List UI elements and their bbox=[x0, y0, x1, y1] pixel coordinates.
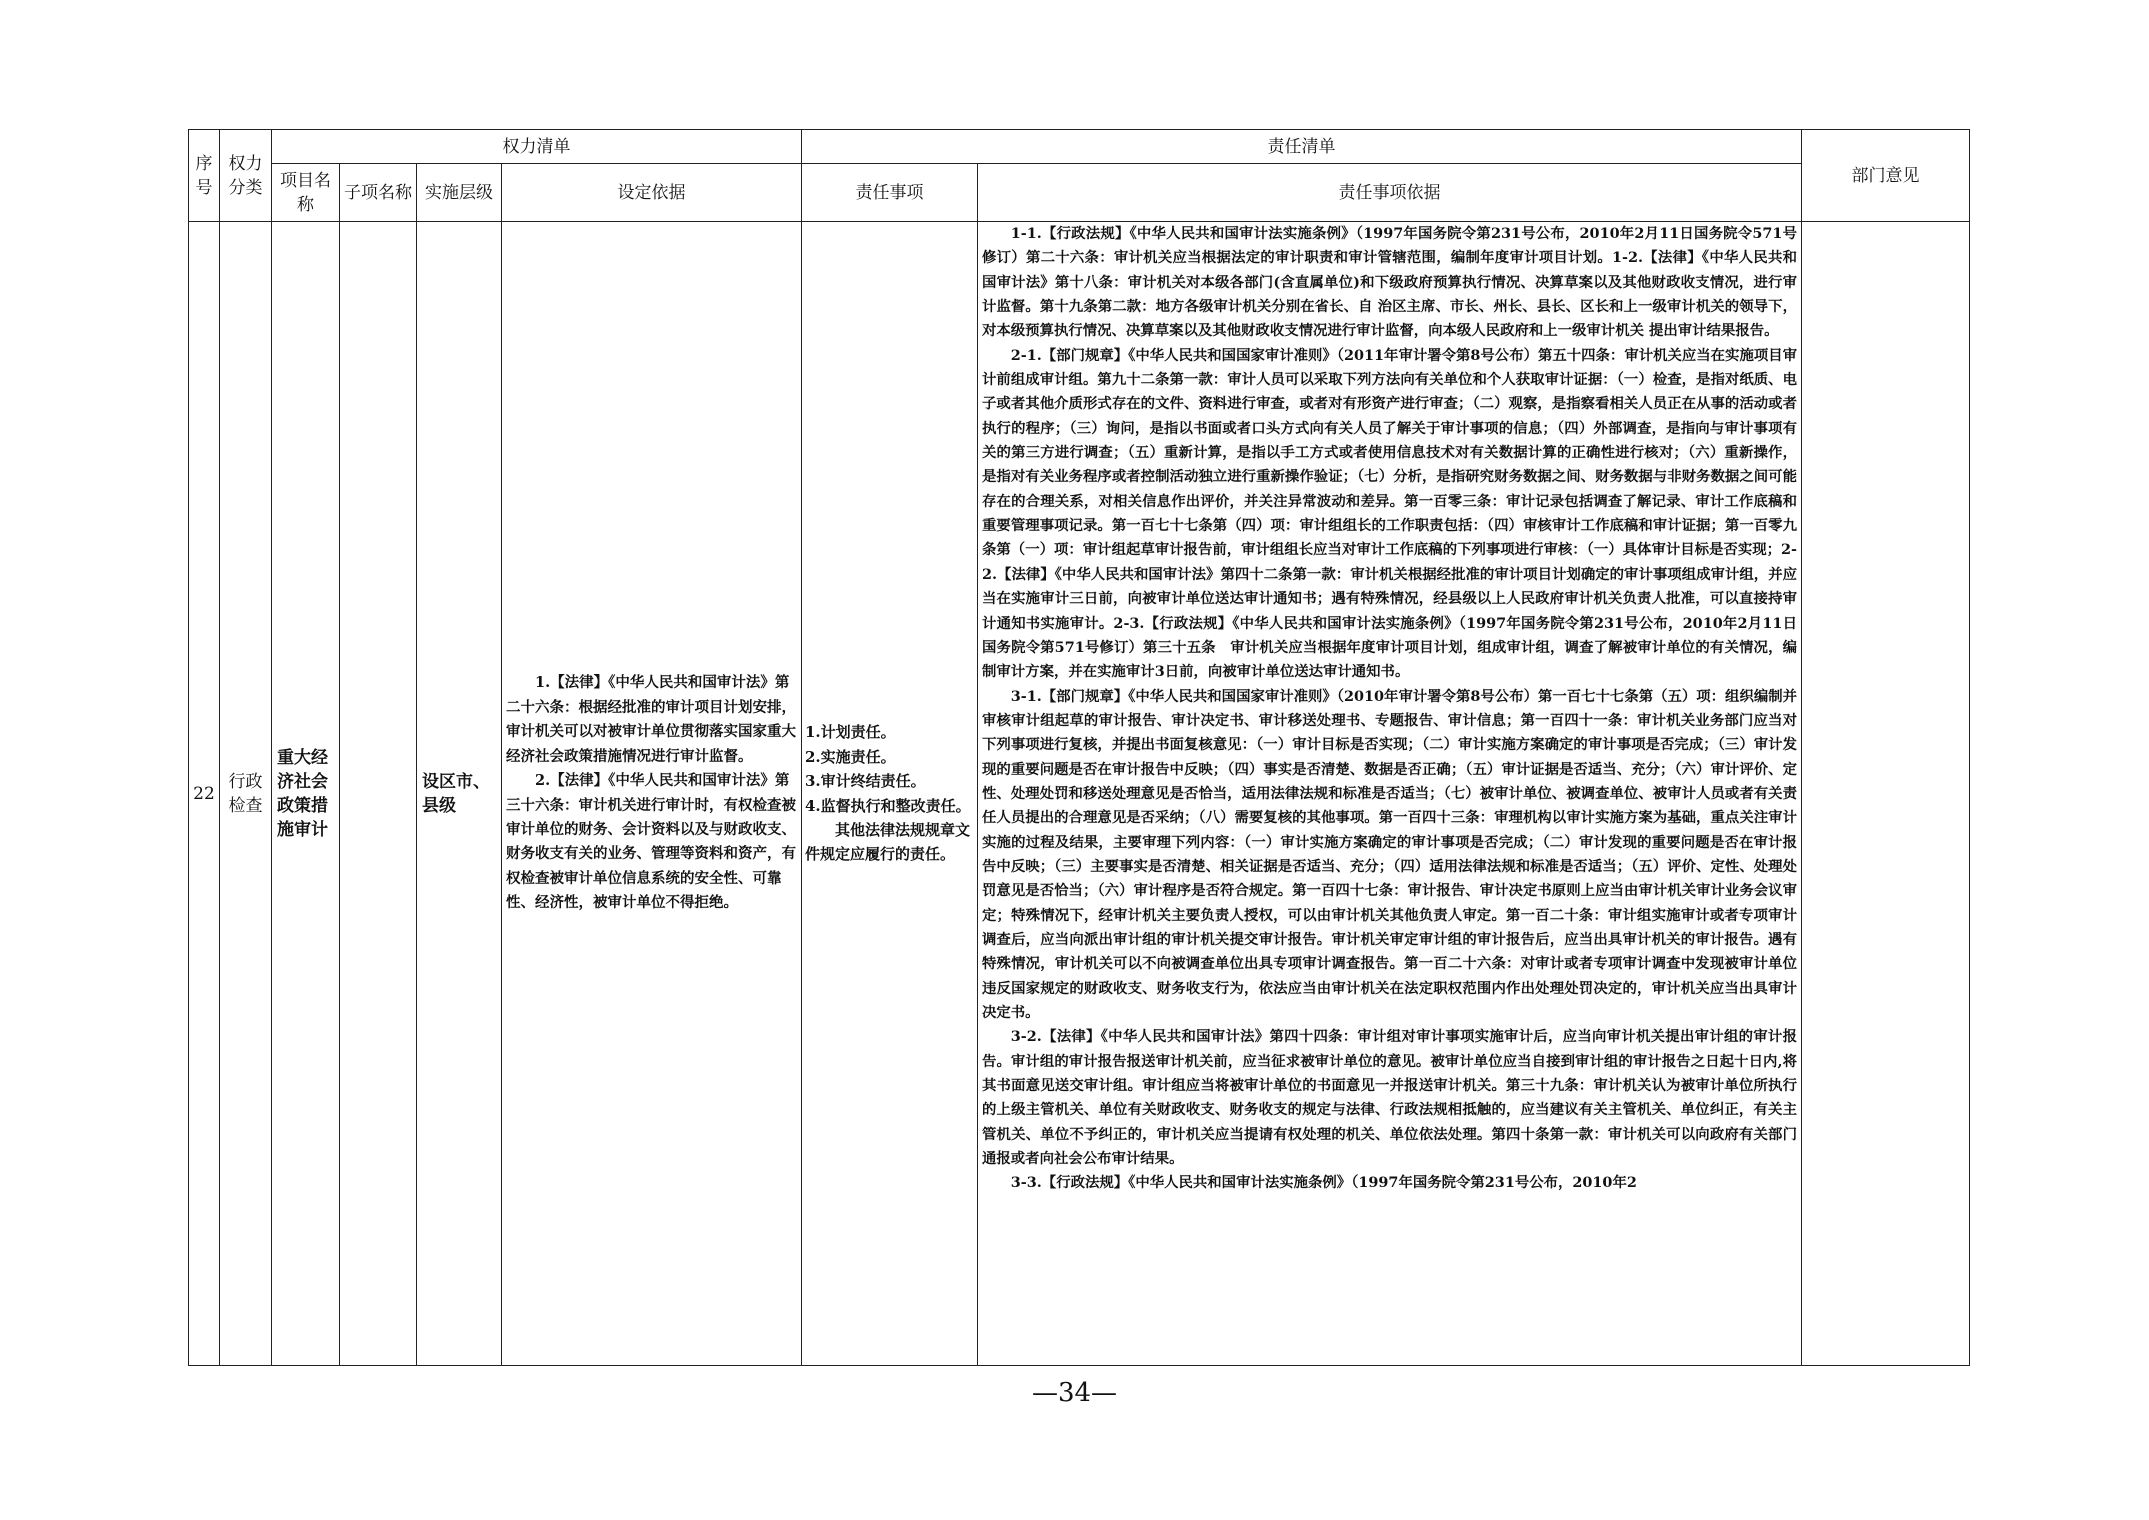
header-seq: 序号 bbox=[189, 130, 220, 222]
row-responsibility-basis bbox=[978, 222, 1802, 1366]
responsibility-item-1: 1.计划责任。 bbox=[805, 723, 896, 742]
responsibility-item-2: 2.实施责任。 bbox=[805, 747, 896, 766]
row-responsibility-items bbox=[802, 222, 978, 1366]
header-dept-opinion: 部门意见 bbox=[1802, 130, 1970, 222]
header-responsibility-basis: 责任事项依据 bbox=[978, 164, 1802, 222]
basis-paragraph-1: 1.【法律】《中华人民共和国审计法》第二十六条：根据经批准的审计项目计划安排，审计机关可以对被审计单位贯彻落实国家重大经济社会政策措施情况进行审计监督。 bbox=[506, 674, 796, 765]
row-category: 行政检查 bbox=[220, 222, 272, 1366]
responsibility-basis-paragraph-2: 2-1.【部门规章】《中华人民共和国国家审计准则》（2011年审计署令第8号公布）第五十四条：审计机关应当在实施项目审计前组成审计组。第九十二条第一款：审计人员可以采取下列方法向有关单位和个人获取审计证据：（一）检查，是指对纸质、电子或者其他介质形式存在的文件、资料进行审查，或者对有形资产进行审查；（二）观察，是指察看相关人员正在从事的活动或者执行的程序；（三）询问，是指以书面或者口头方式向有关人员了解关于审计事项的信息；（四）外部调查，是指向与审计事项有关的第三方进行调查；（五）重新计算，是指以手工方式或者使用信息技术对有关数据计算的正确性进行核对；（六）重新操作，是指对有关业务程序或者控制活动独立进行重新操作验证；（七）分析，是指研究财务数据之间、财务数据与非财务数据之间可能存在的合理关系，对相关信息作出评价，并关注异常波动和差异。第一百零三条：审计记录包括调查了解记录、审计工作底稿和重要管理事项记录。第一百七十七条第（四）项：审计组组长的工作职责包括：（四）审核审计工作底稿和审计证据；第一百零九条第（一）项：审计组起草审计报告前，审计组组长应当对审计工作底稿的下列事项进行审核：（一）具体审计目标是否实现；2-2.【法律】《中华人民共和国审计法》第四十二条第一款：审计机关根据经批准的审计项目计划确定的审计事项组成审计组，并应当在实施审计三日前，向被审计单位送达审计通知书；遇有特殊情况，经县级以上人民政府审计机关负责人批准，可以直接持审计通知书实施审计。2-3.【行政法规】《中华人民共和国审计法实施条例》（1997年国务院令第231号公布，2010年2月11日国务院令第571号修订）第三十五条 审计机关应当根据年度审计项目计划，组成审计组，调查了解被审计单位的有关情况，编制审计方案，并在实施审计3日前，向被审计单位送达审计通知书。 bbox=[982, 346, 1798, 681]
header-item-name: 项目名称 bbox=[272, 164, 340, 222]
row-sub-item-name bbox=[340, 222, 417, 1366]
basis-paragraph-2: 2.【法律】《中华人民共和国审计法》第三十六条：审计机关进行审计时，有权检查被审计单位的财务、会计资料以及与财政收支、财务收支有关的业务、管理等资料和资产，有权检查被审计单位信息系统的安全性、可靠性、经济性，被审计单位不得拒绝。 bbox=[506, 772, 796, 912]
responsibility-basis-paragraph-3: 3-1.【部门规章】《中华人民共和国国家审计准则》（2010年审计署令第8号公布）第一百七十七条第（五）项：组织编制并审核审计组起草的审计报告、审计决定书、审计移送处理书、专题报告、审计信息；第一百四十一条：审计机关业务部门应当对下列事项进行复核，并提出书面复核意见：（一）审计目标是否实现；（二）审计实施方案确定的审计事项是否完成；（三）审计发现的重要问题是否在审计报告中反映；（四）事实是否清楚、数据是否正确；（五）审计证据是否适当、充分；（六）审计评价、定性、处理处罚和移送处理意见是否恰当，适用法律法规和标准是否适当；（七）被审计单位、被调查单位、被审计人员或者有关责任人员提出的合理意见是否采纳；（八）需要复核的其他事项。第一百四十三条：审理机构以审计实施方案为基础，重点关注审计实施的过程及结果，主要审理下列内容：（一）审计实施方案确定的审计事项是否完成；（二）审计发现的重要问题是否在审计报告中反映；（三）主要事实是否清楚、相关证据是否适当、充分；（四）适用法律法规和标准是否适当；（五）评价、定性、处理处罚意见是否恰当；（六）审计程序是否符合规定。第一百四十七条：审计报告、审计决定书原则上应当由审计机关审计业务会议审定；特殊情况下，经审计机关主要负责人授权，可以由审计机关其他负责人审定。第一百二十条：审计组实施审计或者专项审计调查后，应当向派出审计组的审计机关提交审计报告。审计机关审定审计组的审计报告后，应当出具审计机关的审计报告。遇有特殊情况，审计机关可以不向被调查单位出具专项审计调查报告。第一百二十六条：对审计或者专项审计调查中发现被审计单位违反国家规定的财政收支、财务收支行为，依法应当由审计机关在法定职权范围内作出处理处罚决定的，审计机关应当出具审计决定书。 bbox=[982, 687, 1798, 1021]
power-responsibility-table bbox=[188, 129, 1970, 1366]
row-implementation-level: 设区市、县级 bbox=[417, 222, 502, 1366]
responsibility-basis-paragraph-4: 3-2.【法律】《中华人民共和国审计法》第四十四条：审计组对审计事项实施审计后，应当向审计机关提出审计组的审计报告。审计组的审计报告报送审计机关前，应当征求被审计单位的意见。被审计单位应当自接到审计组的审计报告之日起十日内,将其书面意见送交审计组。审计组应当将被审计单位的书面意见一并报送审计机关。第三十九条：审计机关认为被审计单位所执行的上级主管机关、单位有关财政收支、财务收支的规定与法律、行政法规相抵触的，应当建议有关主管机关、单位纠正，有关主管机关、单位不予纠正的，审计机关应当提请有权处理的机关、单位依法处理。第四十条第一款：审计机关可以向政府有关部门通报或者向社会公布审计结果。 bbox=[982, 1028, 1797, 1168]
header-implementation-level: 实施层级 bbox=[417, 164, 502, 222]
row-dept-opinion bbox=[1802, 222, 1970, 1366]
row-seq: 22 bbox=[189, 222, 220, 1366]
header-responsibility-list: 责任清单 bbox=[802, 130, 1802, 164]
header-responsibility-item: 责任事项 bbox=[802, 164, 978, 222]
row-basis bbox=[502, 222, 802, 1366]
responsibility-basis-paragraph-1: 1-1.【行政法规】《中华人民共和国审计法实施条例》（1997年国务院令第231号公布，2010年2月11日国务院令571号修订）第二十六条：审计机关应当根据法定的审计职责和审计管辖范围，编制年度审计项目计划。1-2.【法律】《中华人民共和国审计法》第十八条：审计机关对本级各部门(含直属单位)和下级政府预算执行情况、决算草案以及其他财政收支情况，进行审计监督。第十九条第二款：地方各级审计机关分别在省长、自 治区主席、市长、州长、县长、区长和上一级审计机关的领导下，对本级预算执行情况、决算草案以及其他财政收支情况进行审计监督，向本级人民政府和上一级审计机关 提出审计结果报告。 bbox=[982, 225, 1797, 340]
row-item-name: 重大经济社会政策措施审计 bbox=[272, 222, 340, 1366]
responsibility-basis-paragraph-5: 3-3.【行政法规】《中华人民共和国审计法实施条例》（1997年国务院令第231号公布，2010年2 bbox=[1010, 1174, 1637, 1192]
header-power-list: 权力清单 bbox=[272, 130, 802, 164]
header-basis: 设定依据 bbox=[502, 164, 802, 222]
header-category: 权力分类 bbox=[220, 130, 272, 222]
responsibility-item-4: 4.监督执行和整改责任。 bbox=[805, 796, 971, 815]
responsibility-item-other: 其他法律法规规章文件规定应履行的责任。 bbox=[805, 820, 971, 864]
header-sub-item-name: 子项名称 bbox=[340, 164, 417, 222]
page-number: —34— bbox=[1031, 1378, 1118, 1408]
responsibility-item-3: 3.审计终结责任。 bbox=[805, 772, 926, 791]
